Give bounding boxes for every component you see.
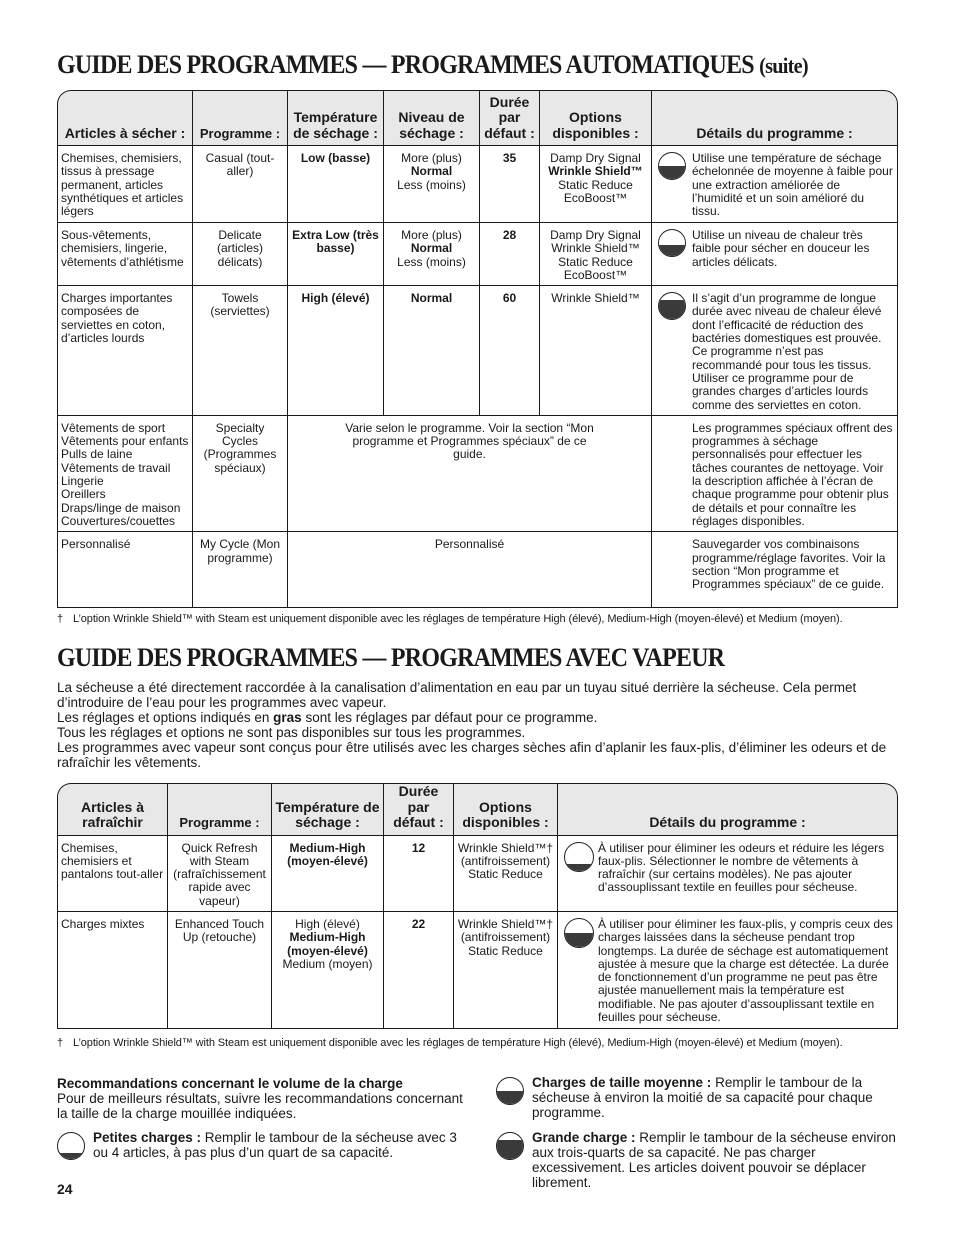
col-header-details: Détails du programme :	[651, 90, 898, 146]
programme-cell: Casual (tout-aller)	[192, 146, 287, 223]
articles-cell: Chemises, chemisiers, tissus à pressage permanent, articles synthétiques et articles légers	[57, 146, 192, 223]
programme-cell: Delicate (articles) délicats)	[192, 223, 287, 286]
details-cell	[651, 286, 898, 416]
intro-paragraph: Tous les réglages et options ne sont pas disponibles sur tous les programmes.	[57, 725, 526, 740]
article-line: Draps/linge de maison	[61, 500, 181, 515]
option-item: Static Reduce	[468, 867, 543, 882]
duree-cell: 12	[383, 836, 453, 912]
col-header-temperature: Température de séchage :	[287, 90, 383, 146]
articles-cell	[57, 416, 192, 532]
col-header-options: Options disponibles :	[453, 783, 557, 836]
intro-paragraph	[57, 710, 902, 725]
col-header-duree: Durée par défaut :	[383, 783, 453, 836]
small-load-label: Petites charges :	[93, 1130, 202, 1145]
articles-cell: Charges mixtes	[57, 912, 167, 1029]
recommendations-heading: Recommandations concernant le volume de la charge	[57, 1076, 403, 1091]
temperature-default: High (élevé)	[301, 291, 370, 306]
col-header-temperature: Température de séchage :	[271, 783, 383, 836]
programme-cell: Towels (serviettes)	[192, 286, 287, 416]
steam-section-title: GUIDE DES PROGRAMMES — PROGRAMMES AVEC VAPEUR	[57, 643, 725, 672]
large-load-icon	[658, 292, 686, 320]
intro-bold: gras	[273, 710, 302, 725]
table-row	[57, 836, 898, 912]
niveau-option: More (plus)	[401, 151, 462, 165]
details-cell	[651, 146, 898, 223]
table-row	[57, 416, 898, 532]
table-row	[57, 532, 898, 608]
medium-load-item	[496, 1075, 898, 1120]
details-text: Utilise un niveau de chaleur très faible pour sécher en douceur les articles délicats.	[692, 228, 870, 269]
details-text: Sauvegarder vos combinaisons programme/réglage favorites. Voir la section “Mon programme et Programmes spéciaux” de ce guide.	[692, 537, 886, 592]
half-load-icon	[658, 152, 686, 180]
merged-settings-cell: Varie selon le programme. Voir la section “Mon programme et Programmes spéciaux” de ce guide.	[287, 416, 651, 532]
table-row	[57, 912, 898, 1029]
option-item: Wrinkle Shield™†	[457, 916, 554, 931]
steam-footnote	[57, 1037, 843, 1049]
temperature-cell	[287, 223, 383, 286]
option-item: (antifroissement)	[460, 853, 551, 868]
details-cell	[651, 223, 898, 286]
table-header-row	[57, 783, 898, 836]
intro-paragraph: Les programmes avec vapeur sont conçus pour être utilisés avec les charges sèches afin d’aplanir les faux-plis, d’éliminer les odeurs et de rafraîchir les vêtements.	[57, 740, 887, 770]
table-header-row	[57, 90, 898, 146]
article-line: Vêtements de sport	[61, 420, 166, 435]
details-cell	[557, 836, 898, 912]
temperature-cell	[271, 912, 383, 1029]
details-text: Les programmes spéciaux offrent des programmes à séchage personnalisés pour effectuer les tâches courantes de nettoyage. Voir la description affichée à l’écran de chaque programme pour obtenir plus de détails et pour connaître les réglages disponibles.	[692, 420, 893, 528]
medium-load-label: Charges de taille moyenne :	[532, 1075, 712, 1090]
duree-cell: 28	[479, 223, 539, 286]
medium-load-icon	[564, 918, 594, 948]
temperature-default: Medium-High (moyen-élevé)	[287, 930, 368, 958]
temperature-cell	[271, 836, 383, 912]
footnote-text: L’option Wrinkle Shield™ with Steam est uniquement disponible avec les réglages de température High (élevé), Medium-High (moyen-élevé) et Medium (moyen).	[73, 613, 843, 625]
programme-cell: Specialty Cycles (Programmes spéciaux)	[192, 416, 287, 532]
duree-cell: 60	[479, 286, 539, 416]
option-item: (antifroissement)	[460, 930, 551, 945]
option-item: Static Reduce	[468, 943, 543, 958]
options-cell	[453, 912, 557, 1029]
auto-footnote	[57, 613, 843, 625]
small-load-item	[57, 1130, 457, 1160]
large-load-label: Grande charge :	[532, 1130, 636, 1145]
medium-load-text	[532, 1075, 898, 1120]
option-item: Wrinkle Shield™†	[457, 840, 554, 855]
niveau-cell	[383, 146, 479, 223]
col-header-programme: Programme :	[167, 783, 271, 836]
table-row	[57, 286, 898, 416]
details-cell	[651, 416, 898, 532]
details-text: Utilise une température de séchage échelonnée de moyenne à faible pour une extraction améliorée de l’humidité et un soin amélioré du tissu.	[692, 151, 893, 219]
article-line: Pulls de laine	[61, 447, 133, 462]
article-line: Couvertures/couettes	[61, 513, 176, 528]
large-load-desc: Remplir le tambour de la sécheuse environ aux trois-quarts de sa capacité. Ne pas charger excessivement. Les articles doivent pouvoir se déplacer librement.	[532, 1130, 896, 1190]
niveau-option: More (plus)	[401, 228, 462, 242]
temperature-cell	[287, 286, 383, 416]
page-number: 24	[57, 1181, 73, 1197]
small-load-desc: Remplir le tambour de la sécheuse avec 3 ou 4 articles, à pas plus d’un quart de sa capacité.	[93, 1130, 457, 1160]
niveau-cell: Normal	[383, 286, 479, 416]
col-header-duree: Durée par défaut :	[479, 90, 539, 146]
auto-title-suffix: (suite)	[759, 53, 808, 78]
dagger-mark: †	[57, 1037, 64, 1049]
option-default: Wrinkle Shield™	[548, 164, 643, 179]
steam-intro	[57, 680, 902, 770]
auto-title-text: GUIDE DES PROGRAMMES — PROGRAMMES AUTOMATIQUES	[57, 50, 754, 79]
niveau-option: Less (moins)	[397, 254, 466, 269]
medium-load-icon	[658, 229, 686, 257]
merged-settings-cell: Personnalisé	[287, 532, 651, 608]
temperature-cell	[287, 146, 383, 223]
options-cell	[539, 223, 651, 286]
option-item: Static Reduce	[558, 177, 633, 192]
small-load-text	[93, 1130, 457, 1160]
details-text: À utiliser pour éliminer les odeurs et réduire les légers faux-plis. Sélectionner le nombre de vêtements à rafraîchir (sur certains modèles). Ne pas ajouter d’assouplissant textile en feuilles pour sécheuse.	[598, 840, 885, 895]
col-header-programme: Programme :	[192, 90, 287, 146]
intro-paragraph: La sécheuse a été directement raccordée à la canalisation d’alimentation en eau par un tuyau situé derrière la sécheuse. Cela permet d’introduire de l’eau pour les programmes avec vapeur.	[57, 680, 857, 710]
temperature-default: Extra Low (très basse)	[292, 228, 379, 256]
option-item: Damp Dry Signal	[550, 151, 641, 165]
articles-cell: Personnalisé	[57, 532, 192, 608]
option-item: Damp Dry Signal	[550, 228, 641, 242]
programme-cell: Enhanced Touch Up (retouche)	[167, 912, 271, 1029]
options-cell: Wrinkle Shield™	[539, 286, 651, 416]
articles-cell: Chemises, chemisiers et pantalons tout-aller	[57, 836, 167, 912]
articles-cell: Charges importantes composées de serviettes en coton, d’articles lourds	[57, 286, 192, 416]
load-recommendations	[57, 1076, 467, 1121]
niveau-default: Normal	[410, 164, 453, 179]
article-line: Vêtements pour enfants	[61, 434, 189, 449]
temperature-option: High (élevé)	[295, 916, 360, 931]
programme-cell: My Cycle (Mon programme)	[192, 532, 287, 608]
auto-programs-table	[57, 90, 898, 608]
intro-text: sont les réglages par défaut pour ce programme.	[301, 710, 598, 725]
article-line: Lingerie	[61, 474, 104, 489]
temperature-default: Medium-High (moyen-élevé)	[287, 840, 368, 868]
table-row	[57, 223, 898, 286]
article-line: Vêtements de travail	[61, 460, 171, 475]
options-cell	[539, 146, 651, 223]
medium-load-icon	[496, 1077, 524, 1105]
col-header-articles: Articles à rafraîchir	[57, 783, 167, 836]
temperature-option: Medium (moyen)	[282, 956, 373, 971]
dagger-mark: †	[57, 613, 64, 625]
details-text: À utiliser pour éliminer les faux-plis, y compris ceux des charges laissées dans la sécheuse pendant trop longtemps. La durée de séchage est automatiquement ajustée à mesure que la charge est détectée. La durée de fonctionnement d’un programme ne peut pas être ajustée manuellement mais la température est modifiable. Ne pas ajouter d’assouplissant textile en feuilles pour sécheuse.	[598, 916, 893, 1025]
details-cell	[651, 532, 898, 608]
niveau-cell	[383, 223, 479, 286]
large-load-text	[532, 1130, 898, 1190]
programme-cell: Quick Refresh with Steam (rafraîchissement rapide avec vapeur)	[167, 836, 271, 912]
large-load-icon	[496, 1132, 524, 1160]
col-header-details: Détails du programme :	[557, 783, 898, 836]
option-item: Wrinkle Shield™	[551, 241, 640, 256]
recommendations-intro: Pour de meilleurs résultats, suivre les recommandations concernant la taille de la charge mouillée indiquées.	[57, 1091, 463, 1121]
niveau-option: Less (moins)	[397, 177, 466, 192]
footnote-text: L’option Wrinkle Shield™ with Steam est uniquement disponible avec les réglages de température High (élevé), Medium-High (moyen-élevé) et Medium (moyen).	[73, 1037, 843, 1049]
col-header-articles: Articles à sécher :	[57, 90, 192, 146]
col-header-options: Options disponibles :	[539, 90, 651, 146]
auto-section-title	[57, 50, 808, 80]
options-cell	[453, 836, 557, 912]
col-header-niveau: Niveau de séchage :	[383, 90, 479, 146]
duree-cell: 35	[479, 146, 539, 223]
option-item: EcoBoost™	[563, 190, 628, 205]
article-line: Oreillers	[61, 487, 106, 502]
option-item: EcoBoost™	[563, 267, 628, 282]
steam-programs-table	[57, 783, 898, 1029]
small-load-icon	[57, 1132, 85, 1160]
temperature-default: Low (basse)	[300, 151, 371, 165]
small-load-icon	[564, 842, 594, 872]
intro-text: Les réglages et options indiqués en	[57, 710, 274, 725]
duree-cell: 22	[383, 912, 453, 1029]
option-item: Static Reduce	[558, 254, 633, 269]
medium-load-desc: Remplir le tambour de la sécheuse à environ la moitié de sa capacité pour chaque programme.	[532, 1075, 873, 1120]
articles-cell: Sous-vêtements, chemisiers, lingerie, vêtements d’athlétisme	[57, 223, 192, 286]
table-row	[57, 146, 898, 223]
large-load-item	[496, 1130, 898, 1190]
niveau-default: Normal	[410, 241, 453, 256]
details-text: Il s’agit d’un programme de longue durée avec niveau de chaleur élevé dont l’efficacité de réduction des bactéries domestiques est prouvée. Ce programme n’est pas recommandé pour tous les tissus. Utiliser ce programme pour de grandes charges d’articles lourds comme des serviettes en coton.	[692, 291, 882, 412]
details-cell	[557, 912, 898, 1029]
